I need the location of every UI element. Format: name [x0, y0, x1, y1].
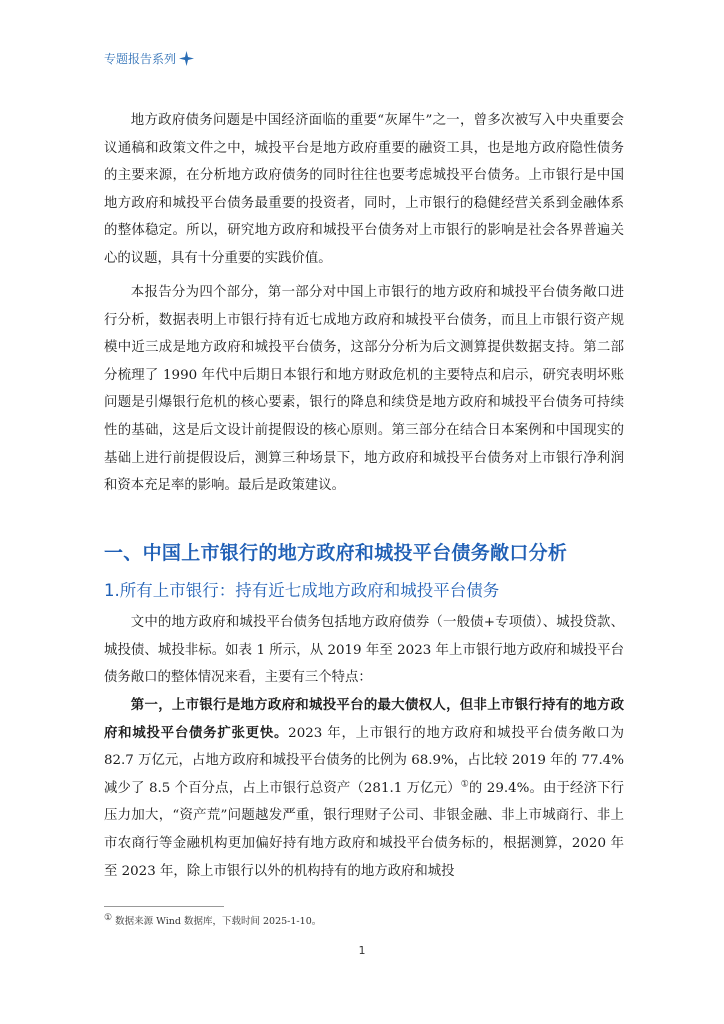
paragraph-text-a: 2023 年，上市银行的地方政府和城投平台债务敞口为 82.7 万亿元，占地方政府和城投平台债务的比例为 68.9%，占比较 2019 年的 77.4%减少了 8.5 个百分点，占上市银行总资产（281.1 万亿元） — [104, 725, 624, 796]
footnote-ref[interactable]: ① — [460, 779, 469, 790]
section-paragraph-2 — [104, 692, 624, 885]
intro-paragraph-2 — [104, 279, 624, 500]
page-number: 1 — [358, 944, 366, 957]
series-label: 专题报告系列 — [104, 52, 177, 66]
footnote — [104, 913, 321, 927]
footnote-divider — [104, 906, 224, 907]
footnote-text: 数据来源 Wind 数据库，下载时间 2025-1-10。 — [115, 916, 322, 927]
paragraph-text: 地方政府债务问题是中国经济面临的重要“灰犀牛”之一，曾多次被写入中央重要会议通稿和政策文件之中，城投平台是地方政府重要的融资工具，也是地方政府隐性债务的主要来源，在分析地方政府债务的同时往往也要考虑城投平台债务。上市银行是中国地方政府和城投平台债务最重要的投资者，同时，上市银行的稳健经营关系到金融体系的整体稳定。所以，研究地方政府和城投平台债务对上市银行的影响是社会各界普遍关心的议题，具有十分重要的实践价值。 — [104, 113, 624, 266]
footnote-mark: ① — [104, 912, 113, 923]
series-header — [104, 50, 194, 67]
section-paragraph-1 — [104, 609, 624, 692]
paragraph-text: 本报告分为四个部分，第一部分对中国上市银行的地方政府和城投平台债务敞口进行分析，数据表明上市银行持有近七成地方政府和城投平台债务，而且上市银行资产规模中近三成是地方政府和城投平台债务，这部分分析为后文测算提供数据支持。第二部分梳理了 1990 年代中后期日本银行和地方财政危机的主要特点和启示，研究表明坏账问题是引爆银行危机的核心要素，银行的降息和续贷是地方政府和城投平台债务可持续性的基础，这是后文设计前提假设的核心原则。第三部分在结合日本案例和中国现实的基础上进行前提假设后，测算三种场景下，地方政府和城投平台债务对上市银行净利润和资本充足率的影响。最后是政策建议。 — [104, 285, 624, 494]
key-finding-bold: 第一，上市银行是地方政府和城投平台的最大债权人，但非上市银行持有的地方政府和城投平台债务扩张更快。 — [104, 697, 624, 741]
paragraph-text — [104, 692, 624, 885]
intro-paragraph-1 — [104, 107, 624, 273]
section-heading: 一、中国上市银行的地方政府和城投平台债务敞口分析 — [104, 542, 568, 564]
subsection-heading: 1.所有上市银行：持有近七成地方政府和城投平台债务 — [104, 581, 500, 600]
sparkle-star-icon — [179, 51, 194, 66]
paragraph-text: 文中的地方政府和城投平台债务包括地方政府债券（一般债+专项债）、城投贷款、城投债、城投非标。如表 1 所示，从 2019 年至 2023 年上市银行地方政府和城投平台债务敞口的整体情况来看，主要有三个特点： — [104, 615, 624, 686]
paragraph-text-b: 的 29.4%。由于经济下行压力加大，“资产荒”问题越发严重，银行理财子公司、非银金融、非上市城商行、非上市农商行等金融机构更加偏好持有地方政府和城投平台债务标的，根据测算，2020 年至 2023 年，除上市银行以外的机构持有的地方政府和城投 — [104, 780, 624, 879]
